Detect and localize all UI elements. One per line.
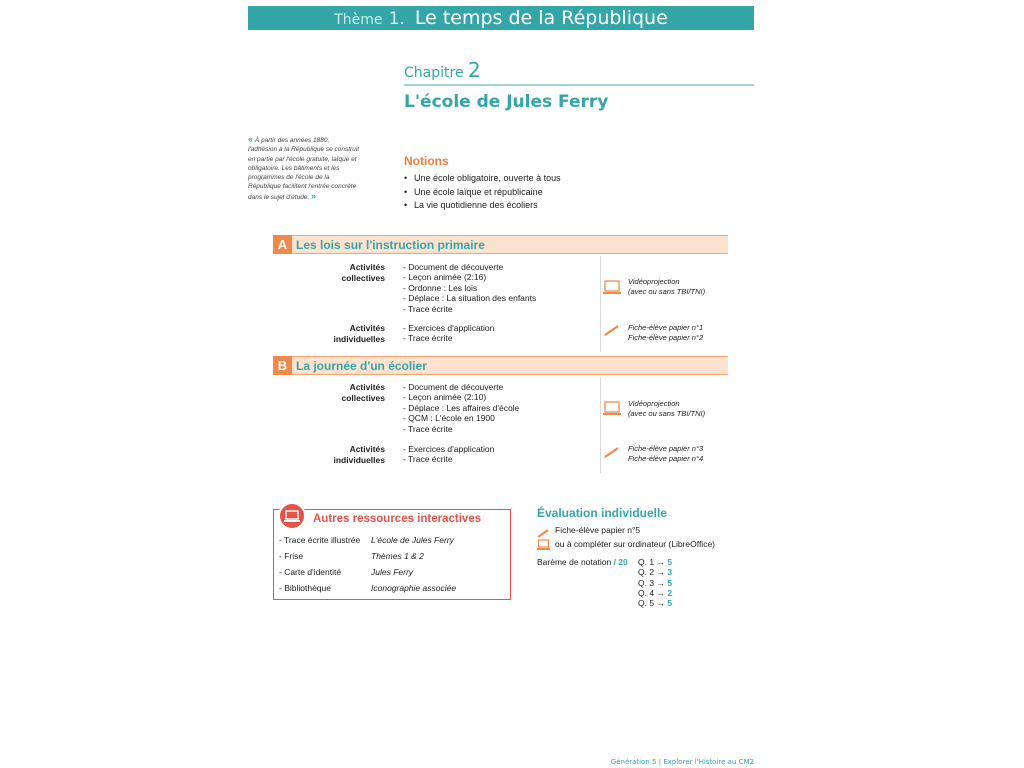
- section-a-divider: [600, 256, 601, 352]
- question-points-list: [638, 557, 672, 608]
- evaluation-title: Évaluation individuelle: [537, 506, 668, 520]
- quote-text: À partir des années 1880, l'adhésion à la République se construit en partie par l'école gratuite, laïque et obligatoire. Les bâtiments et les programmes de l'école de la République facilitent l'entrée concrète dans le sujet d'étude.: [248, 137, 360, 201]
- section-a-title: Les lois sur l'instruction primaire: [296, 238, 485, 252]
- section-a-individual-list: [403, 323, 494, 344]
- theme-word: Thème: [334, 12, 383, 28]
- activity-item[interactable]: - Déplace : Les affaires d'école: [403, 402, 520, 413]
- activity-item[interactable]: - Trace écrite: [403, 303, 453, 314]
- theme-banner: [248, 6, 754, 30]
- activity-item[interactable]: - Trace écrite: [403, 454, 453, 465]
- activity-item[interactable]: - Document de découverte: [403, 262, 504, 272]
- question-points: Q. 4 → 2: [638, 587, 673, 598]
- activity-item[interactable]: - Trace écrite: [403, 423, 453, 434]
- section-b-letter: B: [273, 356, 292, 375]
- pencil-icon: [603, 323, 621, 342]
- chapter-title: L'école de Jules Ferry: [404, 92, 609, 112]
- section-a-letter: A: [273, 235, 292, 254]
- resource-link[interactable]: Thèmes 1 & 2: [371, 551, 424, 561]
- footer-separator: |: [658, 758, 662, 766]
- computer-icon: [278, 502, 306, 530]
- laptop-icon: [603, 280, 621, 300]
- evaluation-paper: Fiche-élève papier n°5: [555, 525, 641, 535]
- section-b-collective-resource: Vidéoprojection (avec ou sans TBI/TNI): [628, 399, 706, 418]
- section-b-divider: [600, 377, 601, 473]
- pencil-icon: [603, 445, 621, 464]
- laptop-icon: [603, 401, 621, 421]
- notions-title: Notions: [404, 154, 449, 168]
- notion-item: • Une école laïque et républicaine: [404, 186, 543, 197]
- question-points: Q. 5 → 5: [638, 598, 673, 609]
- chapter-number: 2: [468, 58, 481, 82]
- section-b-individual-list: [403, 444, 494, 465]
- resource-link[interactable]: L'école de Jules Ferry: [371, 535, 454, 545]
- bareme-total: / 20: [613, 557, 628, 567]
- section-b-title: La journée d'un écolier: [296, 359, 427, 373]
- activity-item[interactable]: - QCM : L'école en 1900: [403, 413, 495, 424]
- resource-label: - Trace écrite illustrée: [279, 535, 361, 545]
- section-a-collective-resource: Vidéoprojection (avec ou sans TBI/TNI): [628, 277, 706, 296]
- theme-number: 1.: [388, 9, 405, 29]
- activity-item[interactable]: - Exercices d'application: [403, 444, 495, 454]
- question-points: Q. 1 → 5: [638, 557, 673, 567]
- section-b-header: [273, 356, 728, 375]
- intro-quote: [248, 135, 360, 202]
- quote-open-mark: «: [248, 134, 254, 144]
- question-points: Q. 2 → 3: [638, 567, 673, 578]
- interactive-resources-title: Autres ressources interactives: [313, 513, 482, 525]
- resource-link[interactable]: Iconographie associée: [371, 583, 457, 593]
- notions-list: [404, 172, 561, 213]
- section-b-collective-label: Activités collectives: [341, 382, 385, 403]
- section-a-header: [273, 235, 728, 254]
- activity-item[interactable]: - Leçon animée (2:10): [403, 392, 487, 403]
- activity-item[interactable]: - Leçon animée (2:16): [403, 272, 487, 283]
- activity-item[interactable]: - Exercices d'application: [403, 323, 495, 333]
- section-b-individual-label: Activités individuelles: [333, 444, 385, 465]
- quote-close-mark: »: [311, 190, 317, 201]
- section-b-collective-list: [403, 382, 519, 434]
- section-a-collective-label: Activités collectives: [341, 262, 385, 283]
- activity-item[interactable]: - Déplace : La situation des enfants: [403, 293, 537, 304]
- section-a-individual-label: Activités individuelles: [333, 323, 385, 344]
- resource-label: - Bibliothèque: [279, 583, 331, 593]
- activity-item[interactable]: - Document de découverte: [403, 382, 504, 392]
- section-a-individual-resource: Fiche-élève papier n°1 Fiche-élève papier n°2: [628, 323, 704, 342]
- activity-item[interactable]: - Trace écrite: [403, 333, 453, 344]
- section-b-individual-resource: Fiche-élève papier n°3 Fiche-élève papier n°4: [628, 444, 704, 463]
- evaluation-computer: ou à compléter sur ordinateur (LibreOffice): [555, 539, 716, 549]
- chapter-label: [404, 58, 754, 86]
- chapter-word: Chapitre: [404, 65, 464, 81]
- resource-link[interactable]: Jules Ferry: [371, 567, 414, 577]
- footer-brand: Génération 5: [610, 758, 657, 766]
- activity-item[interactable]: - Ordonne : Les lois: [403, 282, 478, 293]
- resource-label: - Carte d'identité: [279, 567, 342, 577]
- notion-item: • Une école obligatoire, ouverte à tous: [404, 173, 561, 183]
- notion-item: • La vie quotidienne des écoliers: [404, 200, 538, 210]
- footer-title: Explorer l'Histoire au CM2: [663, 758, 754, 766]
- question-points: Q. 3 → 5: [638, 577, 673, 588]
- page-footer: [611, 758, 754, 766]
- theme-title: Le temps de la République: [414, 7, 668, 29]
- bareme-label: Barème de notation / 20: [537, 557, 628, 567]
- section-a-collective-list: [403, 262, 536, 314]
- resource-label: - Frise: [279, 551, 304, 561]
- laptop-icon: [537, 538, 550, 556]
